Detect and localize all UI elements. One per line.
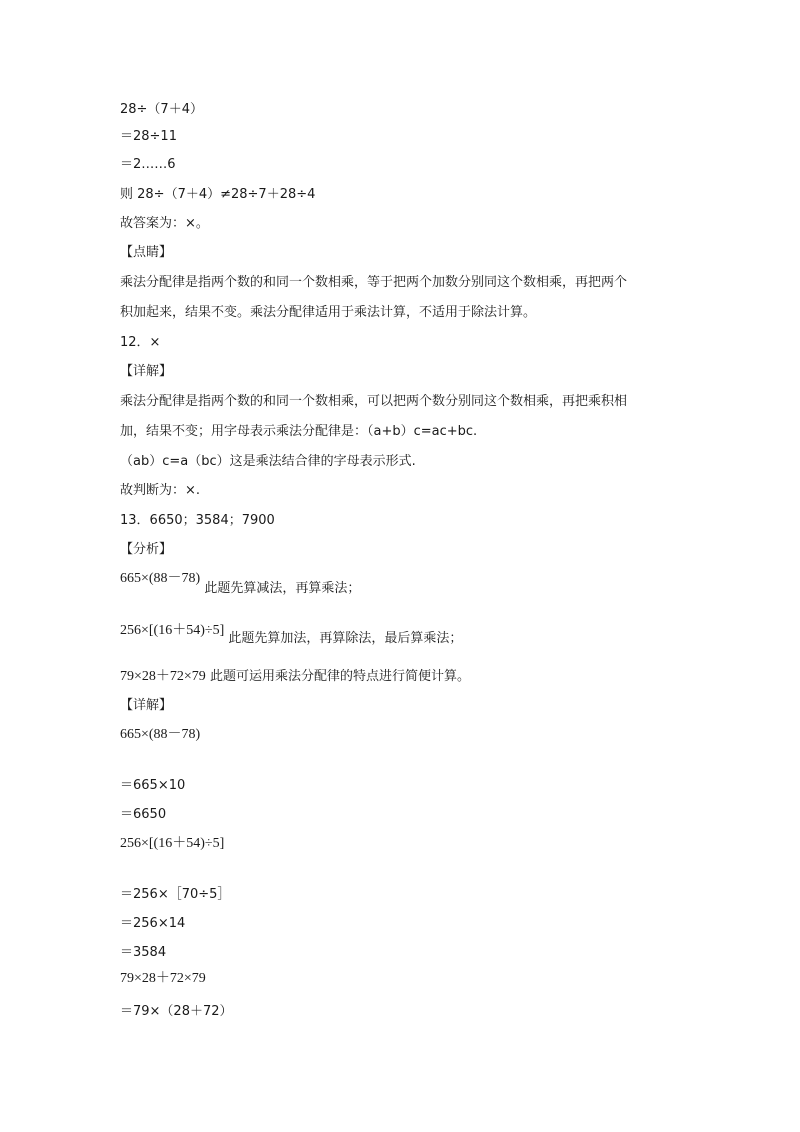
paragraph-line: 乘法分配律是指两个数的和同一个数相乘，等于把两个加数分别同这个数相乘，再把两个 [120,275,628,290]
formula: 665×(88－78) [120,571,201,586]
equation-line: ＝256×［70÷5］ [120,887,231,902]
formula: 665×(88－78) [120,727,201,742]
section-heading: 【点睛】 [120,245,173,260]
section-heading: 【分析】 [120,542,173,557]
section-heading: 【详解】 [120,698,173,713]
equation-line: ＝665×10 [120,778,186,793]
equation-line: ＝6650 [120,807,167,822]
answer-line: 故判断为：×. [120,483,201,498]
paragraph-line: 积加起来，结果不变。乘法分配律适用于乘法计算，不适用于除法计算。 [120,305,537,320]
equation-line: 28÷（7＋4） [120,102,203,117]
section-heading: 【详解】 [120,364,173,379]
paragraph-line: （ab）c=a（bc）这是乘法结合律的字母表示形式. [120,454,416,469]
conclusion-line: 则 28÷（7＋4）≠28÷7＋28÷4 [120,187,316,202]
analysis-line [120,570,361,596]
answer-line: 故答案为：×。 [120,216,209,231]
formula: 256×[(16＋54)÷5] [120,623,225,638]
equation-line: ＝79×（28＋72） [120,1004,233,1019]
formula: 79×28＋72×79 [120,971,206,986]
formula: 79×28＋72×79 [120,669,206,684]
formula-note: 此题先算加法，再算除法，最后算乘法； [228,631,463,646]
paragraph-line: 乘法分配律是指两个数的和同一个数相乘，可以把两个数分别同这个数相乘，再把乘积相 [120,394,628,409]
question-number: 12．× [120,335,161,350]
equation-line: ＝3584 [120,945,167,960]
formula: 256×[(16＋54)÷5] [120,836,225,851]
formula-note: 此题先算减法，再算乘法； [204,581,361,596]
formula-note: 此题可运用乘法分配律的特点进行简便计算。 [209,669,470,684]
equation-line: ＝256×14 [120,916,186,931]
paragraph-line: 加，结果不变；用字母表示乘法分配律是：（a+b）c=ac+bc. [120,424,478,439]
question-number: 13．6650；3584；7900 [120,513,275,528]
analysis-line [120,668,470,686]
equation-line: ＝28÷11 [120,129,177,144]
analysis-line [120,622,463,646]
equation-line: ＝2……6 [120,157,176,172]
